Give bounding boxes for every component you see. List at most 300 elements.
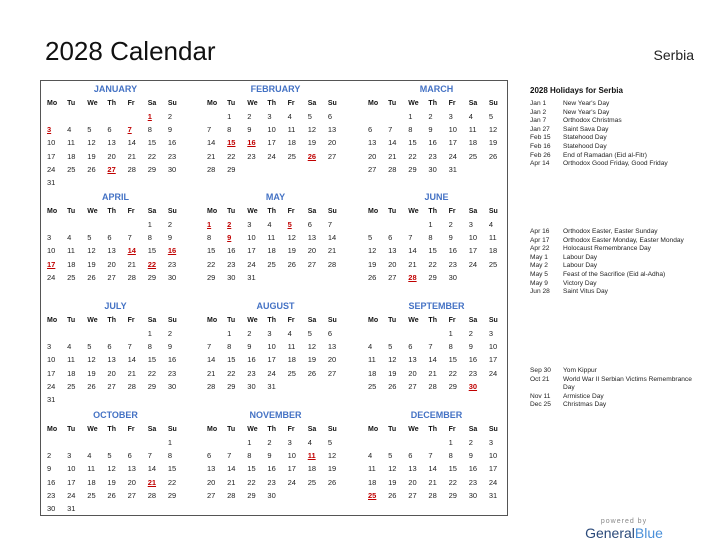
holiday-name: Labour Day [563,262,598,270]
day-cell: 8 [147,233,152,243]
holiday-day: 22 [147,259,157,269]
day-cell: 13 [408,464,417,474]
holiday-name: Victory Day [563,279,597,287]
weekday-header: Tu [388,208,397,215]
day-cell: 14 [388,138,397,148]
day-cell: 15 [247,464,256,474]
day-cell: 6 [207,451,212,461]
day-cell: 25 [488,259,498,269]
weekday-header: Sa [147,100,157,107]
weekday-header: Su [488,426,498,433]
holiday-item [530,262,695,271]
month-name: OCTOBER [93,410,138,420]
holiday-name: Saint Vitus Day [563,288,608,296]
month-name: JULY [104,301,127,311]
empty-day [406,327,426,340]
holiday-date: Jan 7 [530,117,547,125]
day-cell: 29 [147,164,157,174]
holiday-day: 26 [307,151,317,161]
empty-day [205,110,225,123]
weekday-header: We [247,426,258,433]
day-cell: 13 [408,355,417,365]
month-name: NOVEMBER [249,410,302,420]
day-cell: 3 [247,220,252,229]
day-cell: 17 [468,246,478,256]
day-cell: 1 [428,220,433,229]
day-cell: 25 [267,259,276,269]
holiday-item [530,152,695,161]
holidays-title: 2028 Holidays for Serbia [530,86,623,95]
day-cell: 17 [488,464,498,474]
day-cell: 4 [67,342,72,352]
day-cell: 22 [428,259,437,269]
day-cell: 19 [327,464,337,474]
day-cell: 31 [67,503,76,513]
day-cell: 23 [267,477,276,487]
day-cell: 28 [327,259,337,269]
weekday-header: Tu [227,100,236,107]
day-cell: 10 [448,125,457,135]
weekday-header: We [408,208,419,215]
day-cell: 30 [247,381,256,391]
day-cell: 31 [448,164,457,174]
day-cell: 21 [207,368,216,378]
weekday-header: Th [107,317,116,324]
weekday-header: Su [327,100,337,107]
day-cell: 8 [147,125,152,135]
holiday-item [530,160,695,169]
weekday-header: Mo [47,317,58,324]
day-cell: 19 [388,477,397,487]
day-cell: 5 [388,451,393,461]
day-cell: 15 [227,355,236,365]
day-cell: 19 [87,151,96,161]
day-cell: 19 [87,368,96,378]
day-cell: 11 [87,464,96,474]
weekday-header: We [247,100,258,107]
empty-day [105,327,125,340]
day-cell: 29 [247,490,256,500]
weekday-header: Sa [147,426,157,433]
day-cell: 5 [368,233,373,243]
day-cell: 12 [287,233,296,243]
day-cell: 20 [207,477,216,487]
month-june [366,191,507,284]
day-cell: 2 [167,329,173,338]
day-cell: 18 [67,368,76,378]
day-cell: 27 [307,259,317,269]
holiday-date: Jun 28 [530,288,550,296]
empty-day [85,218,105,231]
day-cell: 16 [468,355,478,365]
country-name: Serbia [653,47,694,63]
day-cell: 28 [227,490,236,500]
month-november [205,409,346,502]
day-cell: 18 [67,151,76,161]
weekday-header: Tu [67,317,76,324]
day-cell: 17 [67,477,76,487]
day-cell: 11 [468,125,477,135]
day-cell: 30 [448,272,457,282]
day-cell: 18 [368,368,377,378]
day-cell: 14 [127,138,136,148]
weekday-header: Mo [47,426,58,433]
holiday-date: Apr 22 [530,245,550,253]
empty-day [406,218,426,231]
weekday-header: Mo [47,100,58,107]
day-cell: 17 [267,355,276,365]
weekday-header: Su [488,208,498,215]
day-cell: 6 [408,342,413,352]
day-cell: 9 [468,342,473,352]
day-cell: 4 [468,112,473,121]
day-cell: 2 [468,329,473,338]
holiday-name: Orthodox Easter Monday, Easter Monday [563,236,684,244]
day-cell: 23 [167,259,177,269]
day-cell: 8 [448,451,453,461]
day-cell: 11 [287,342,296,352]
day-cell: 1 [167,438,173,447]
day-cell: 13 [327,125,337,135]
holiday-item [530,401,695,410]
day-cell: 13 [307,233,317,243]
day-cell: 27 [327,151,337,161]
day-cell: 16 [448,246,457,256]
day-cell: 9 [167,125,173,135]
day-cell: 2 [267,438,272,447]
holiday-item [530,143,695,152]
day-cell: 8 [227,125,232,135]
day-cell: 14 [207,138,216,148]
weekday-header: Fr [127,208,135,215]
powered-by-text: powered by [600,518,648,525]
day-cell: 9 [247,125,252,135]
weekday-header: Su [327,208,337,215]
day-cell: 25 [368,381,377,391]
day-cell: 20 [307,246,317,256]
day-cell: 28 [127,272,136,282]
weekday-header: Sa [468,208,478,215]
day-cell: 13 [207,464,216,474]
holiday-date: May 2 [530,262,548,270]
day-cell: 30 [227,272,236,282]
day-cell: 2 [167,220,173,229]
day-cell: 16 [227,246,236,256]
holiday-day: 15 [227,138,236,148]
weekday-header: Su [167,208,177,215]
day-cell: 14 [207,355,216,365]
brand-logo [584,525,664,541]
day-cell: 3 [67,451,72,461]
day-cell: 23 [247,151,256,161]
holiday-date: Feb 15 [530,134,551,142]
holiday-name: New Year's Day [563,100,610,107]
day-cell: 5 [87,342,92,352]
day-cell: 3 [287,438,292,447]
day-cell: 27 [207,490,216,500]
day-cell: 28 [207,164,216,174]
empty-day [205,436,225,449]
day-cell: 4 [267,220,272,229]
day-cell: 2 [247,329,252,338]
empty-day [85,327,105,340]
weekday-header: Th [107,208,116,215]
holiday-date: Dec 25 [530,401,551,409]
brand-general: General [585,525,635,541]
empty-day [45,218,65,231]
day-cell: 13 [388,246,397,256]
holiday-date: Nov 11 [530,392,551,400]
day-cell: 7 [428,451,433,461]
day-cell: 2 [428,112,433,121]
day-cell: 7 [147,451,152,461]
day-cell: 17 [267,138,276,148]
day-cell: 4 [287,329,292,338]
empty-day [366,436,386,449]
day-cell: 29 [227,381,236,391]
day-cell: 24 [267,151,276,161]
day-cell: 28 [147,490,157,500]
day-cell: 26 [87,381,96,391]
weekday-header: Th [107,100,116,107]
day-cell: 4 [368,451,373,461]
holiday-date: Apr 16 [530,228,550,235]
holiday-day: 2 [227,220,232,229]
empty-day [366,218,386,231]
day-cell: 9 [267,451,272,461]
weekday-header: We [87,100,98,107]
weekday-header: Th [267,100,276,107]
day-cell: 11 [67,138,75,148]
holiday-item [530,109,695,118]
empty-day [386,110,406,123]
day-cell: 29 [147,272,157,282]
day-cell: 6 [408,451,413,461]
weekday-header: Sa [307,426,317,433]
day-cell: 10 [468,233,478,243]
holiday-item [530,367,695,376]
day-cell: 26 [107,490,116,500]
day-cell: 19 [307,355,317,365]
day-cell: 8 [408,125,413,135]
day-cell: 3 [267,329,272,338]
weekday-header: Sa [307,100,317,107]
day-cell: 28 [428,490,437,500]
holiday-date: Apr 17 [530,236,550,244]
day-cell: 5 [307,112,312,121]
holiday-name: Saint Sava Day [563,125,609,133]
day-cell: 4 [67,125,72,135]
holiday-day: 27 [107,164,116,174]
day-cell: 29 [448,490,457,500]
weekday-header: Mo [207,426,218,433]
day-cell: 10 [47,138,56,148]
day-cell: 21 [327,246,337,256]
empty-day [45,110,65,123]
day-cell: 3 [488,329,494,338]
empty-day [105,436,125,449]
empty-day [126,436,146,449]
day-cell: 25 [307,477,317,487]
day-cell: 2 [47,451,52,461]
weekday-header: Tu [227,317,236,324]
day-cell: 21 [428,477,437,487]
weekday-header: Tu [67,426,76,433]
day-cell: 2 [448,220,453,229]
month-name: DECEMBER [410,410,463,420]
day-cell: 24 [448,151,457,161]
day-cell: 1 [147,220,152,229]
weekday-header: Mo [207,317,218,324]
day-cell: 3 [267,112,272,121]
day-cell: 2 [247,112,252,121]
weekday-header: Sa [468,317,478,324]
day-cell: 9 [167,342,173,352]
weekday-header: Th [428,317,437,324]
weekday-header: Tu [388,426,397,433]
day-cell: 15 [147,138,157,148]
empty-day [105,218,125,231]
day-cell: 28 [388,164,397,174]
holiday-item [530,288,695,297]
month-october [45,409,186,515]
day-cell: 3 [488,438,494,447]
day-cell: 25 [67,164,76,174]
holiday-date: Feb 16 [530,142,551,150]
weekday-header: Sa [468,100,478,107]
month-april [45,191,186,284]
footer-brand[interactable] [584,518,664,541]
day-cell: 25 [67,272,76,282]
day-cell: 12 [388,355,397,365]
weekday-header: Tu [67,100,76,107]
day-cell: 24 [488,477,498,487]
brand-blue: Blue [634,525,663,541]
day-cell: 21 [408,259,417,269]
day-cell: 13 [368,138,377,148]
weekday-header: Sa [307,208,317,215]
day-cell: 11 [287,125,296,135]
day-cell: 14 [428,355,437,365]
day-cell: 11 [67,246,75,256]
day-cell: 11 [67,355,75,365]
weekday-header: We [408,317,419,324]
day-cell: 16 [167,138,177,148]
holiday-item [530,228,695,237]
empty-day [105,110,125,123]
day-cell: 4 [368,342,373,352]
day-cell: 23 [468,477,478,487]
holiday-day: 16 [167,246,177,256]
day-cell: 20 [107,368,116,378]
weekday-header: We [408,426,419,433]
day-cell: 21 [127,259,136,269]
day-cell: 19 [307,138,317,148]
weekday-header: Mo [368,426,379,433]
day-cell: 7 [388,125,393,135]
day-cell: 17 [448,138,457,148]
day-cell: 23 [167,368,177,378]
month-july [45,300,186,406]
day-cell: 28 [428,381,437,391]
day-cell: 6 [127,451,132,461]
weekday-header: Th [267,426,276,433]
day-cell: 4 [287,112,292,121]
weekday-header: We [408,100,419,107]
day-cell: 24 [488,368,498,378]
day-cell: 18 [87,477,96,487]
holiday-name: Orthodox Easter, Easter Sunday [563,228,658,235]
day-cell: 4 [488,220,494,229]
day-cell: 10 [488,451,498,461]
weekday-header: Th [428,100,437,107]
day-cell: 4 [307,438,312,447]
empty-day [426,327,446,340]
holiday-date: Oct 21 [530,375,550,383]
day-cell: 8 [448,342,453,352]
holiday-item [530,134,695,143]
day-cell: 20 [107,259,116,269]
day-cell: 25 [67,381,76,391]
weekday-header: Sa [147,317,157,324]
day-cell: 3 [47,342,52,352]
day-cell: 18 [468,138,478,148]
weekday-header: Su [167,317,177,324]
day-cell: 22 [207,259,216,269]
day-cell: 31 [247,272,256,282]
empty-day [146,436,166,449]
day-cell: 28 [207,381,216,391]
weekday-header: We [87,426,98,433]
day-cell: 2 [468,438,473,447]
day-cell: 26 [368,272,377,282]
weekday-header: Sa [147,208,157,215]
day-cell: 5 [87,125,92,135]
day-cell: 7 [127,233,132,243]
day-cell: 31 [47,177,56,187]
weekday-header: Th [107,426,116,433]
day-cell: 22 [227,151,236,161]
month-name: MAY [265,192,286,202]
weekday-header: Mo [47,208,58,215]
day-cell: 7 [127,342,132,352]
day-cell: 20 [408,477,417,487]
holiday-day: 5 [287,220,292,229]
day-cell: 14 [227,464,236,474]
empty-day [126,327,146,340]
empty-day [45,327,65,340]
holiday-item [530,245,695,254]
empty-day [426,436,446,449]
day-cell: 17 [287,464,296,474]
weekday-header: Fr [287,100,295,107]
holiday-item [530,271,695,280]
empty-day [65,436,85,449]
day-cell: 27 [388,272,397,282]
day-cell: 24 [267,368,276,378]
day-cell: 9 [247,342,252,352]
weekday-header: Su [327,426,337,433]
day-cell: 5 [327,438,333,447]
day-cell: 22 [147,368,157,378]
holiday-day: 1 [207,220,212,229]
day-cell: 26 [327,477,337,487]
month-name: FEBRUARY [250,84,301,94]
day-cell: 9 [448,233,453,243]
holiday-day: 30 [468,381,478,391]
day-cell: 31 [267,381,276,391]
day-cell: 8 [227,342,232,352]
